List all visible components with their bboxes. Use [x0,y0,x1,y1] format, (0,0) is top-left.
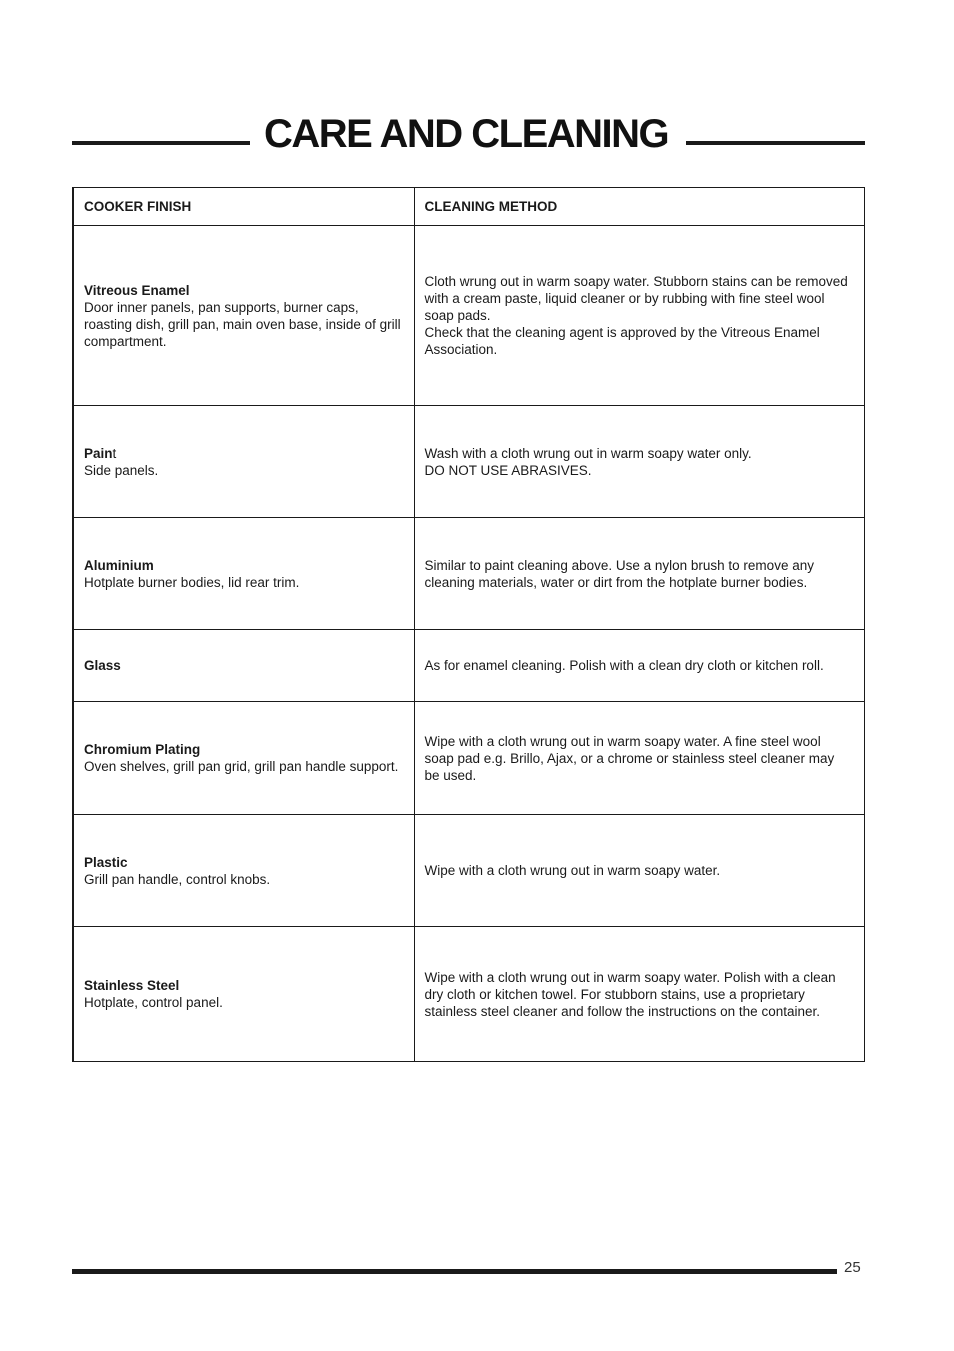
table-row [73,630,864,702]
finish-name: Glass [84,658,121,673]
table-row [73,518,864,630]
finish-description: Oven shelves, grill pan grid, grill pan handle support. [84,759,399,774]
method-text: Wipe with a cloth wrung out in warm soapy water. Polish with a clean dry cloth or kitchen towel. For stubborn stains, use a proprietary stainless steel cleaner and follow the instructions on the container. [424,969,836,1019]
page-title: CARE AND CLEANING [264,112,669,156]
title-rule-right [686,141,865,145]
finish-name: Chromium Plating [84,742,201,757]
method-cell [414,226,864,406]
page-number: 25 [844,1259,861,1276]
table-header-row [73,188,864,226]
method-text: Wash with a cloth wrung out in warm soapy water only. [424,445,752,461]
finish-name: Stainless Steel [84,978,180,993]
column-header-method: CLEANING METHOD [414,188,864,226]
finish-cell [73,518,414,630]
method-text: As for enamel cleaning. Polish with a clean dry cloth or kitchen roll. [424,658,824,673]
method-text: Wipe with a cloth wrung out in warm soapy water. A fine steel wool soap pad e.g. Brillo, Ajax, or a chrome or stainless steel cleaner may be used. [424,733,835,783]
finish-name: Paint [84,445,117,461]
method-text: Wipe with a cloth wrung out in warm soapy water. [424,863,721,878]
cleaning-table [72,187,865,1062]
finish-description: Side panels. [84,462,159,478]
finish-name: Aluminium [84,557,154,573]
footer-rule [72,1269,837,1274]
table-row [73,927,864,1062]
finish-cell [73,406,414,518]
finish-cell [73,702,414,815]
finish-name: Plastic [84,854,128,870]
table-row [73,815,864,927]
finish-cell [73,226,414,406]
method-text: Similar to paint cleaning above. Use a nylon brush to remove any cleaning materials, water or dirt from the hotplate burner bodies. [424,557,814,590]
finish-description: Hotplate burner bodies, lid rear trim. [84,574,300,590]
table-row [73,702,864,815]
method-cell [414,406,864,518]
finish-description: Grill pan handle, control knobs. [84,871,271,887]
method-cell [414,815,864,927]
title-rule-left [72,141,250,145]
method-text: Cloth wrung out in warm soapy water. Stubborn stains can be removed with a cream paste, liquid cleaner or by rubbing with fine steel wool soap pads. [424,274,848,323]
method-text: DO NOT USE ABRASIVES. [424,462,592,478]
method-cell [414,702,864,815]
page-header [72,112,865,156]
table-row [73,406,864,518]
finish-description: Door inner panels, pan supports, burner caps, roasting dish, grill pan, main oven base, inside of grill compartment. [84,299,401,349]
column-header-finish: COOKER FINISH [73,188,414,226]
method-cell [414,518,864,630]
finish-cell [73,815,414,927]
method-cell [414,630,864,702]
finish-name: Vitreous Enamel [84,282,190,298]
table-row [73,226,864,406]
finish-cell [73,927,414,1062]
finish-description: Hotplate, control panel. [84,995,223,1010]
method-text: Check that the cleaning agent is approved by the Vitreous Enamel Association. [424,325,820,357]
finish-cell [73,630,414,702]
method-cell [414,927,864,1062]
